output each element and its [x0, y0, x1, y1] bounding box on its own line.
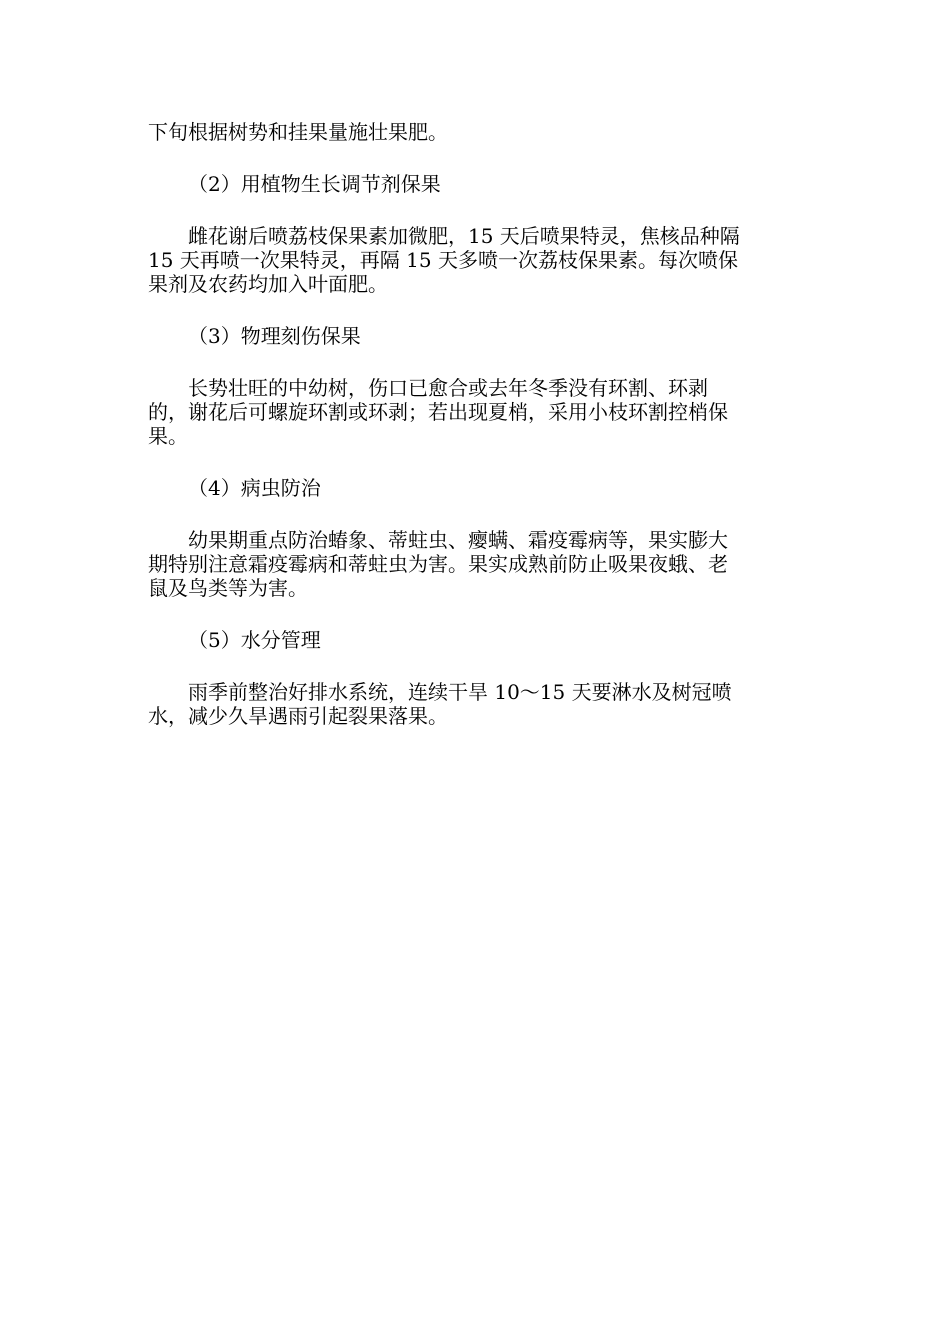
paragraph-line: 水，减少久旱遇雨引起裂果落果。: [148, 704, 448, 728]
paragraph-continued: [148, 120, 800, 144]
paragraph-growth-regulator: [148, 224, 800, 296]
paragraph-physical-scoring: [148, 376, 800, 448]
paragraph-line: 鼠及鸟类等为害。: [148, 576, 308, 600]
paragraph-water-management: [148, 680, 800, 728]
paragraph-line: 雨季前整治好排水系统，连续干旱 10～15 天要淋水及树冠喷: [188, 680, 732, 704]
document-body: [148, 120, 800, 728]
paragraph-line: 15 天再喷一次果特灵，再隔 15 天多喷一次荔枝保果素。每次喷保: [148, 248, 738, 272]
section-heading-5: [148, 628, 800, 652]
paragraph-line: 下旬根据树势和挂果量施壮果肥。: [148, 120, 448, 144]
paragraph-line: 长势壮旺的中幼树，伤口已愈合或去年冬季没有环割、环剥: [188, 376, 708, 400]
paragraph-line: 果剂及农药均加入叶面肥。: [148, 272, 388, 296]
heading-text: （4）病虫防治: [188, 476, 321, 500]
paragraph-line: 雌花谢后喷荔枝保果素加微肥，15 天后喷果特灵，焦核品种隔: [188, 224, 740, 248]
paragraph-line: 期特别注意霜疫霉病和蒂蛀虫为害。果实成熟前防止吸果夜蛾、老: [148, 552, 728, 576]
paragraph-line: 的，谢花后可螺旋环割或环剥；若出现夏梢，采用小枝环割控梢保: [148, 400, 728, 424]
paragraph-line: 果。: [148, 424, 188, 448]
paragraph-pest-control: [148, 528, 800, 600]
heading-text: （3）物理刻伤保果: [188, 324, 361, 348]
heading-text: （5）水分管理: [188, 628, 321, 652]
section-heading-3: [148, 324, 800, 348]
heading-text: （2）用植物生长调节剂保果: [188, 172, 441, 196]
section-heading-4: [148, 476, 800, 500]
paragraph-line: 幼果期重点防治蝽象、蒂蛀虫、瘿螨、霜疫霉病等，果实膨大: [188, 528, 728, 552]
section-heading-2: [148, 172, 800, 196]
